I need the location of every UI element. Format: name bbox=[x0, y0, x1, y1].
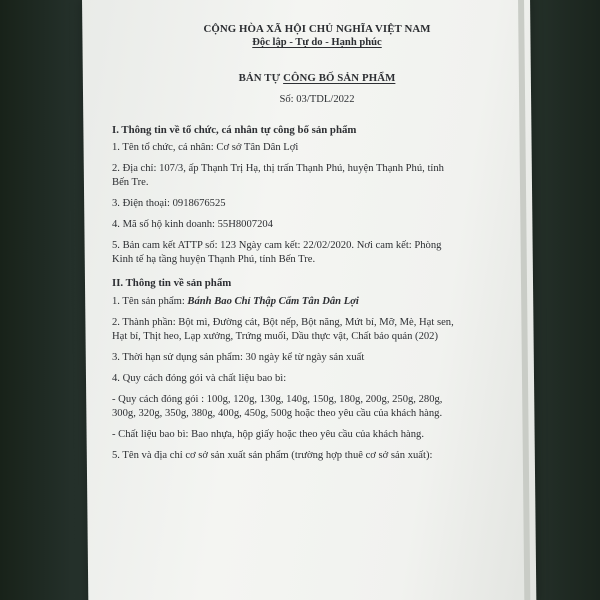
ingredients-line: 2. Thành phần: Bột mì, Đường cát, Bột nếp, Bột năng, Mứt bí, Mỡ, Mè, Hạt sen, bbox=[112, 317, 454, 328]
document-title-prefix: BẢN TỰ bbox=[238, 72, 284, 84]
business-code-line: 4. Mã số hộ kinh doanh: 55H8007204 bbox=[112, 219, 273, 230]
national-motto: Độc lập - Tự do - Hạnh phúc bbox=[252, 37, 382, 48]
packaging-sizes-line-cont: 300g, 320g, 350g, 380g, 400g, 450g, 500g hoặc theo yêu cầu của khách hàng. bbox=[112, 408, 443, 419]
address-line-cont: Bến Tre. bbox=[112, 177, 149, 188]
org-name-line: 1. Tên tổ chức, cá nhân: Cơ sở Tân Dân Lợi bbox=[112, 142, 299, 153]
product-name-label: 1. Tên sản phẩm: bbox=[112, 296, 188, 307]
document-content bbox=[112, 22, 522, 463]
phone-line: 3. Điện thoại: 0918676525 bbox=[112, 198, 226, 209]
manufacturer-line: 5. Tên và địa chỉ cơ sở sản xuất sản phẩm (trường hợp thuê cơ sở sản xuất): bbox=[112, 450, 433, 461]
shelf-life-line: 3. Thời hạn sử dụng sản phẩm: 30 ngày kể từ ngày sản xuất bbox=[112, 352, 365, 363]
product-name-line bbox=[112, 295, 522, 309]
commitment-line-cont: Kinh tế hạ tầng huyện Thạnh Phú, tỉnh Bến Tre. bbox=[112, 254, 316, 265]
packaging-sizes-line: - Quy cách đóng gói : 100g, 120g, 130g, 140g, 150g, 180g, 200g, 250g, 280g, bbox=[112, 394, 443, 405]
product-name: Bánh Bao Chỉ Thập Cẩm Tân Dân Lợi bbox=[187, 296, 359, 307]
document-number: Số: 03/TDL/2022 bbox=[279, 94, 355, 105]
commitment-line: 5. Bản cam kết ATTP số: 123 Ngày cam kết: 22/02/2020. Nơi cam kết: Phòng bbox=[112, 240, 442, 251]
section-1-heading: I. Thông tin về tổ chức, cá nhân tự công bố sản phẩm bbox=[112, 124, 357, 136]
document-title-underlined: CÔNG BỐ SẢN PHẨM bbox=[283, 72, 396, 84]
packaging-material-line: - Chất liệu bao bì: Bao nhựa, hộp giấy hoặc theo yêu cầu của khách hàng. bbox=[112, 429, 424, 440]
document-title bbox=[112, 71, 522, 85]
packaging-heading-line: 4. Quy cách đóng gói và chất liệu bao bì: bbox=[112, 373, 287, 384]
section-2-heading: II. Thông tin về sản phẩm bbox=[112, 277, 232, 289]
address-line: 2. Địa chỉ: 107/3, ấp Thạnh Trị Hạ, thị trấn Thạnh Phú, huyện Thạnh Phú, tỉnh bbox=[112, 163, 444, 174]
national-header: CỘNG HÒA XÃ HỘI CHỦ NGHĨA VIỆT NAM bbox=[203, 23, 431, 35]
ingredients-line-cont: Hạt bí, Thịt heo, Lạp xưởng, Trứng muối, Dầu thực vật, Chất bảo quản (202) bbox=[112, 331, 438, 342]
